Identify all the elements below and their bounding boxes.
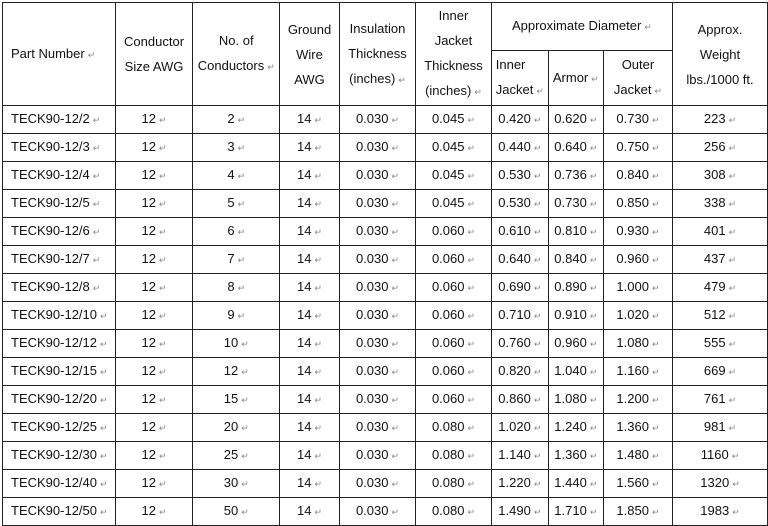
cell-inner-jacket-thickness: 0.045 ↵: [416, 190, 492, 218]
cell-conductor-size: 12 ↵: [115, 302, 192, 330]
cell-ground-wire: 14 ↵: [280, 162, 340, 190]
cell-conductor-size: 12 ↵: [115, 106, 192, 134]
cell-armor-diameter: 0.890 ↵: [548, 274, 603, 302]
table-row: [3, 106, 768, 134]
cell-outer-jacket-diameter: 1.560 ↵: [603, 470, 672, 498]
cell-part-number: TECK90-12/6 ↵: [3, 218, 116, 246]
cell-approx-weight: 761 ↵: [673, 386, 768, 414]
cell-inner-jacket-thickness: 0.080 ↵: [416, 414, 492, 442]
cell-armor-diameter: 0.736 ↵: [548, 162, 603, 190]
cell-no-conductors: 12 ↵: [193, 358, 280, 386]
cell-no-conductors: 50 ↵: [193, 498, 280, 526]
cell-approx-weight: 1983 ↵: [673, 498, 768, 526]
cell-ground-wire: 14 ↵: [280, 358, 340, 386]
cell-inner-jacket-thickness: 0.060 ↵: [416, 330, 492, 358]
cell-ground-wire: 14 ↵: [280, 414, 340, 442]
cell-inner-jacket-diameter: 0.440 ↵: [491, 134, 548, 162]
cell-no-conductors: 5 ↵: [193, 190, 280, 218]
header-approx-diameter: Approximate Diameter ↵: [491, 3, 672, 51]
cell-no-conductors: 10 ↵: [193, 330, 280, 358]
table-row: [3, 358, 768, 386]
cell-conductor-size: 12 ↵: [115, 274, 192, 302]
table-row: [3, 330, 768, 358]
cell-inner-jacket-thickness: 0.080 ↵: [416, 498, 492, 526]
cell-conductor-size: 12 ↵: [115, 246, 192, 274]
cell-approx-weight: 555 ↵: [673, 330, 768, 358]
cell-armor-diameter: 1.080 ↵: [548, 386, 603, 414]
cell-inner-jacket-diameter: 0.530 ↵: [491, 190, 548, 218]
header-part-number: Part Number ↵: [3, 3, 116, 106]
header-inner-jacket-diameter: Inner Jacket ↵: [491, 51, 548, 106]
cell-approx-weight: 981 ↵: [673, 414, 768, 442]
cell-inner-jacket-diameter: 0.610 ↵: [491, 218, 548, 246]
cell-outer-jacket-diameter: 1.850 ↵: [603, 498, 672, 526]
cell-insulation-thickness: 0.030 ↵: [339, 358, 415, 386]
cell-part-number: TECK90-12/10 ↵: [3, 302, 116, 330]
cell-no-conductors: 30 ↵: [193, 470, 280, 498]
table-row: [3, 470, 768, 498]
cell-outer-jacket-diameter: 0.930 ↵: [603, 218, 672, 246]
cell-inner-jacket-diameter: 0.530 ↵: [491, 162, 548, 190]
cell-insulation-thickness: 0.030 ↵: [339, 442, 415, 470]
header-armor: Armor ↵: [548, 51, 603, 106]
cell-inner-jacket-thickness: 0.060 ↵: [416, 246, 492, 274]
cell-inner-jacket-diameter: 1.220 ↵: [491, 470, 548, 498]
cell-outer-jacket-diameter: 1.480 ↵: [603, 442, 672, 470]
cell-insulation-thickness: 0.030 ↵: [339, 386, 415, 414]
cell-outer-jacket-diameter: 1.360 ↵: [603, 414, 672, 442]
cell-inner-jacket-diameter: 0.710 ↵: [491, 302, 548, 330]
cell-insulation-thickness: 0.030 ↵: [339, 162, 415, 190]
cell-conductor-size: 12 ↵: [115, 498, 192, 526]
cell-outer-jacket-diameter: 0.960 ↵: [603, 246, 672, 274]
cell-approx-weight: 437 ↵: [673, 246, 768, 274]
cell-conductor-size: 12 ↵: [115, 442, 192, 470]
cell-approx-weight: 401 ↵: [673, 218, 768, 246]
cell-ground-wire: 14 ↵: [280, 134, 340, 162]
table-row: [3, 414, 768, 442]
cell-inner-jacket-diameter: 0.760 ↵: [491, 330, 548, 358]
cell-approx-weight: 256 ↵: [673, 134, 768, 162]
cell-part-number: TECK90-12/30 ↵: [3, 442, 116, 470]
cell-inner-jacket-diameter: 1.020 ↵: [491, 414, 548, 442]
cell-conductor-size: 12 ↵: [115, 162, 192, 190]
cell-no-conductors: 9 ↵: [193, 302, 280, 330]
cell-inner-jacket-thickness: 0.045 ↵: [416, 162, 492, 190]
cell-no-conductors: 4 ↵: [193, 162, 280, 190]
cell-conductor-size: 12 ↵: [115, 134, 192, 162]
cell-no-conductors: 2 ↵: [193, 106, 280, 134]
cell-inner-jacket-diameter: 0.690 ↵: [491, 274, 548, 302]
cell-part-number: TECK90-12/8 ↵: [3, 274, 116, 302]
cell-outer-jacket-diameter: 1.200 ↵: [603, 386, 672, 414]
cell-outer-jacket-diameter: 0.750 ↵: [603, 134, 672, 162]
cell-approx-weight: 223 ↵: [673, 106, 768, 134]
cell-no-conductors: 6 ↵: [193, 218, 280, 246]
cell-inner-jacket-diameter: 0.820 ↵: [491, 358, 548, 386]
header-conductor-size: Conductor Size AWG: [115, 3, 192, 106]
cell-approx-weight: 479 ↵: [673, 274, 768, 302]
cell-part-number: TECK90-12/50 ↵: [3, 498, 116, 526]
cell-inner-jacket-diameter: 0.640 ↵: [491, 246, 548, 274]
cell-no-conductors: 3 ↵: [193, 134, 280, 162]
cell-armor-diameter: 0.960 ↵: [548, 330, 603, 358]
cell-part-number: TECK90-12/7 ↵: [3, 246, 116, 274]
cell-insulation-thickness: 0.030 ↵: [339, 330, 415, 358]
cell-inner-jacket-thickness: 0.045 ↵: [416, 106, 492, 134]
header-insulation-thickness: Insulation Thickness (inches) ↵: [339, 3, 415, 106]
cell-insulation-thickness: 0.030 ↵: [339, 246, 415, 274]
cell-insulation-thickness: 0.030 ↵: [339, 414, 415, 442]
cell-outer-jacket-diameter: 1.020 ↵: [603, 302, 672, 330]
cell-approx-weight: 338 ↵: [673, 190, 768, 218]
table-row: [3, 302, 768, 330]
cell-inner-jacket-diameter: 1.140 ↵: [491, 442, 548, 470]
cell-outer-jacket-diameter: 0.730 ↵: [603, 106, 672, 134]
table-row: [3, 386, 768, 414]
cell-armor-diameter: 0.730 ↵: [548, 190, 603, 218]
cell-armor-diameter: 1.710 ↵: [548, 498, 603, 526]
header-approx-weight: Approx. Weight lbs./1000 ft.: [673, 3, 768, 106]
cell-armor-diameter: 0.910 ↵: [548, 302, 603, 330]
cell-conductor-size: 12 ↵: [115, 470, 192, 498]
cell-inner-jacket-thickness: 0.060 ↵: [416, 386, 492, 414]
cell-inner-jacket-diameter: 0.420 ↵: [491, 106, 548, 134]
cell-part-number: TECK90-12/5 ↵: [3, 190, 116, 218]
cell-conductor-size: 12 ↵: [115, 218, 192, 246]
cell-part-number: TECK90-12/3 ↵: [3, 134, 116, 162]
cell-ground-wire: 14 ↵: [280, 498, 340, 526]
cell-inner-jacket-thickness: 0.060 ↵: [416, 302, 492, 330]
cell-part-number: TECK90-12/15 ↵: [3, 358, 116, 386]
cell-outer-jacket-diameter: 0.840 ↵: [603, 162, 672, 190]
cell-armor-diameter: 0.840 ↵: [548, 246, 603, 274]
cell-insulation-thickness: 0.030 ↵: [339, 274, 415, 302]
cell-insulation-thickness: 0.030 ↵: [339, 106, 415, 134]
cell-no-conductors: 15 ↵: [193, 386, 280, 414]
cell-conductor-size: 12 ↵: [115, 190, 192, 218]
cell-approx-weight: 1320 ↵: [673, 470, 768, 498]
cell-inner-jacket-diameter: 1.490 ↵: [491, 498, 548, 526]
cell-ground-wire: 14 ↵: [280, 302, 340, 330]
cell-ground-wire: 14 ↵: [280, 246, 340, 274]
cell-armor-diameter: 0.810 ↵: [548, 218, 603, 246]
cell-armor-diameter: 1.240 ↵: [548, 414, 603, 442]
cell-outer-jacket-diameter: 1.000 ↵: [603, 274, 672, 302]
cell-approx-weight: 1160 ↵: [673, 442, 768, 470]
cell-ground-wire: 14 ↵: [280, 330, 340, 358]
table-row: [3, 190, 768, 218]
table-row: [3, 246, 768, 274]
cell-no-conductors: 8 ↵: [193, 274, 280, 302]
table-row: [3, 442, 768, 470]
cell-inner-jacket-thickness: 0.080 ↵: [416, 442, 492, 470]
cell-insulation-thickness: 0.030 ↵: [339, 218, 415, 246]
cell-inner-jacket-thickness: 0.045 ↵: [416, 134, 492, 162]
cell-approx-weight: 308 ↵: [673, 162, 768, 190]
cell-no-conductors: 20 ↵: [193, 414, 280, 442]
table-row: [3, 162, 768, 190]
cell-armor-diameter: 1.440 ↵: [548, 470, 603, 498]
header-inner-jacket-thickness: Inner Jacket Thickness (inches) ↵: [416, 3, 492, 106]
cell-outer-jacket-diameter: 1.160 ↵: [603, 358, 672, 386]
cell-part-number: TECK90-12/12 ↵: [3, 330, 116, 358]
cell-inner-jacket-diameter: 0.860 ↵: [491, 386, 548, 414]
cell-ground-wire: 14 ↵: [280, 470, 340, 498]
cell-inner-jacket-thickness: 0.060 ↵: [416, 218, 492, 246]
cell-ground-wire: 14 ↵: [280, 218, 340, 246]
cell-outer-jacket-diameter: 0.850 ↵: [603, 190, 672, 218]
cell-part-number: TECK90-12/20 ↵: [3, 386, 116, 414]
cell-insulation-thickness: 0.030 ↵: [339, 498, 415, 526]
table-row: [3, 498, 768, 526]
cell-inner-jacket-thickness: 0.080 ↵: [416, 470, 492, 498]
cell-conductor-size: 12 ↵: [115, 358, 192, 386]
header-outer-jacket: Outer Jacket ↵: [603, 51, 672, 106]
cell-ground-wire: 14 ↵: [280, 190, 340, 218]
table-row: [3, 218, 768, 246]
cell-ground-wire: 14 ↵: [280, 274, 340, 302]
cell-part-number: TECK90-12/4 ↵: [3, 162, 116, 190]
cell-approx-weight: 512 ↵: [673, 302, 768, 330]
table-body: [3, 106, 768, 526]
cell-armor-diameter: 0.640 ↵: [548, 134, 603, 162]
header-ground-wire: Ground Wire AWG: [280, 3, 340, 106]
table-row: [3, 274, 768, 302]
cell-insulation-thickness: 0.030 ↵: [339, 470, 415, 498]
teck90-spec-table: [2, 2, 768, 526]
cell-no-conductors: 25 ↵: [193, 442, 280, 470]
cell-insulation-thickness: 0.030 ↵: [339, 134, 415, 162]
cell-inner-jacket-thickness: 0.060 ↵: [416, 358, 492, 386]
header-no-conductors: No. of Conductors ↵: [193, 3, 280, 106]
cell-armor-diameter: 1.360 ↵: [548, 442, 603, 470]
cell-part-number: TECK90-12/25 ↵: [3, 414, 116, 442]
cell-conductor-size: 12 ↵: [115, 414, 192, 442]
cell-part-number: TECK90-12/40 ↵: [3, 470, 116, 498]
cell-ground-wire: 14 ↵: [280, 442, 340, 470]
cell-outer-jacket-diameter: 1.080 ↵: [603, 330, 672, 358]
cell-inner-jacket-thickness: 0.060 ↵: [416, 274, 492, 302]
table-row: [3, 134, 768, 162]
cell-part-number: TECK90-12/2 ↵: [3, 106, 116, 134]
cell-conductor-size: 12 ↵: [115, 386, 192, 414]
cell-armor-diameter: 1.040 ↵: [548, 358, 603, 386]
cell-armor-diameter: 0.620 ↵: [548, 106, 603, 134]
cell-approx-weight: 669 ↵: [673, 358, 768, 386]
cell-insulation-thickness: 0.030 ↵: [339, 190, 415, 218]
cell-ground-wire: 14 ↵: [280, 386, 340, 414]
cell-ground-wire: 14 ↵: [280, 106, 340, 134]
cell-insulation-thickness: 0.030 ↵: [339, 302, 415, 330]
cell-no-conductors: 7 ↵: [193, 246, 280, 274]
cell-conductor-size: 12 ↵: [115, 330, 192, 358]
